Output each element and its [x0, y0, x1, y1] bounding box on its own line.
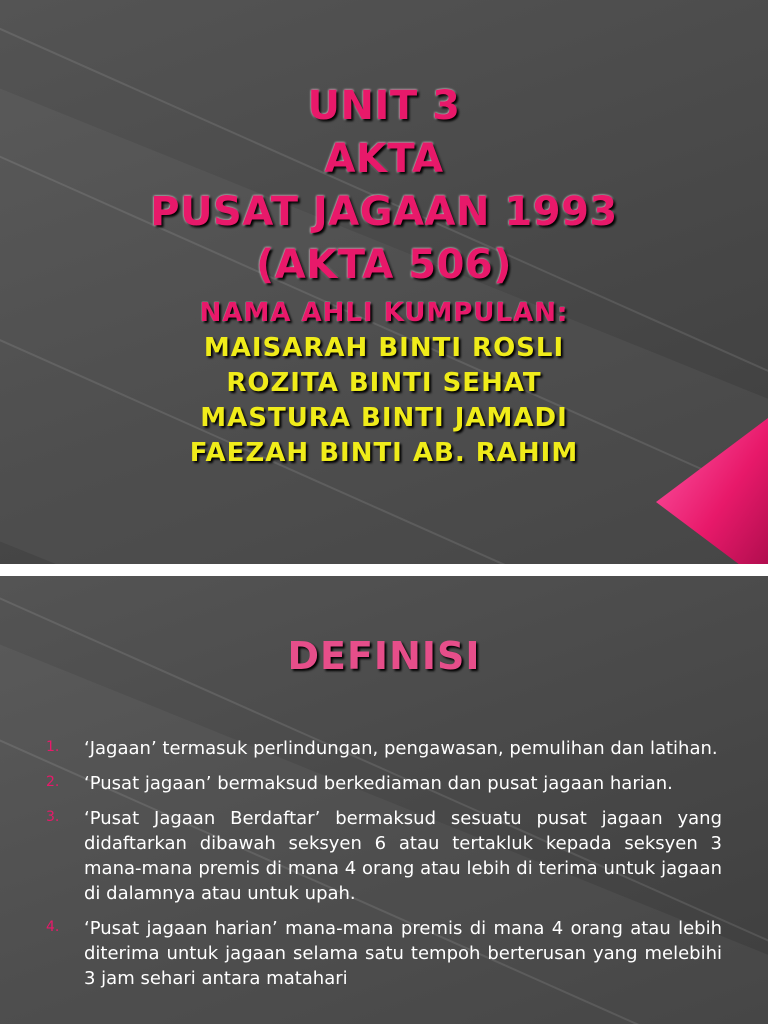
list-item: [46, 806, 722, 906]
members-heading: NAMA AHLI KUMPULAN:: [199, 298, 569, 328]
definition-text: ‘Jagaan’ termasuk perlindungan, pengawasan, pemulihan dan latihan.: [84, 738, 718, 759]
list-item: [46, 736, 722, 761]
definition-list: [46, 736, 722, 1001]
title-line-unit: UNIT 3: [307, 83, 461, 129]
list-number: 1.: [46, 739, 60, 755]
title-line-act-name: PUSAT JAGAAN 1993: [150, 189, 618, 235]
member-name: ROZITA BINTI SEHAT: [226, 368, 542, 398]
member-name: FAEZAH BINTI AB. RAHIM: [189, 438, 579, 468]
title-line-act-number: (AKTA 506): [255, 242, 513, 288]
member-name: MAISARAH BINTI ROSLI: [203, 333, 565, 363]
definition-slide: [0, 576, 768, 1024]
pink-arrow-icon: [656, 418, 768, 564]
list-number: 4.: [46, 919, 60, 935]
definition-text: ‘Pusat jagaan harian’ mana-mana premis di mana 4 orang atau lebih diterima untuk jagaan selama satu tempoh berterusan yang melebihi 3 jam sehari antara matahari: [84, 918, 722, 989]
definition-title: DEFINISI: [287, 634, 481, 678]
title-block: [0, 80, 768, 471]
definition-text: ‘Pusat jagaan’ bermaksud berkediaman dan pusat jagaan harian.: [84, 773, 673, 794]
slide-separator: [0, 564, 768, 576]
member-name: MASTURA BINTI JAMADI: [200, 403, 568, 433]
list-number: 3.: [46, 809, 60, 825]
definition-text: ‘Pusat Jagaan Berdaftar’ bermaksud sesuatu pusat jagaan yang didaftarkan dibawah seksyen 6 atau tertakluk kepada seksyen 3 mana-mana premis di mana 4 orang atau lebih di terima untuk jagaan di dalamnya atau untuk upah.: [84, 808, 722, 904]
list-item: [46, 916, 722, 991]
list-item: [46, 771, 722, 796]
title-line-akta: AKTA: [324, 136, 444, 182]
list-number: 2.: [46, 774, 60, 790]
